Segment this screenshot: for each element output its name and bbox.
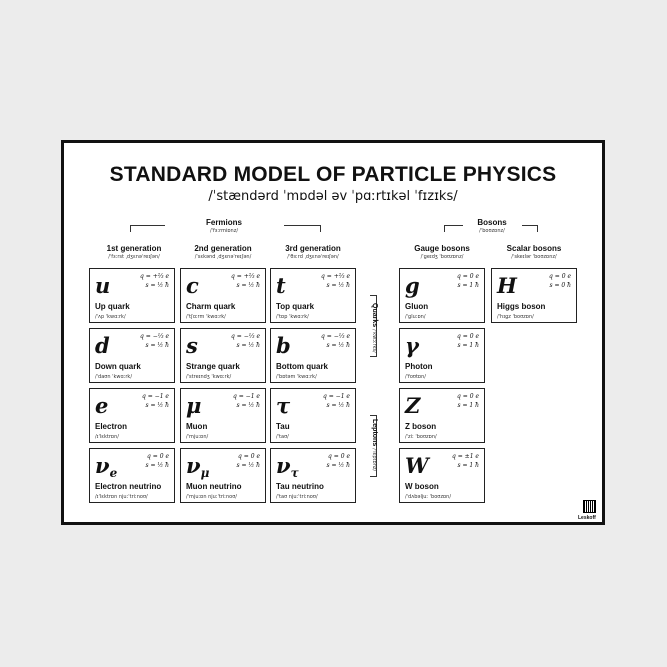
qr-code-icon — [583, 500, 596, 513]
particle-name: Top quark — [276, 302, 315, 311]
particle-ipa: /ˈdaʊn ˈkwɑːrk/ — [95, 374, 132, 380]
particle-card-electron — [89, 388, 175, 443]
col-scalar-ipa: /ˈskeɪlər ˈboʊzɒnz/ — [511, 254, 557, 260]
particle-symbol: W — [405, 453, 429, 478]
particle-ipa: /ˈziː ˈboʊzɒn/ — [405, 434, 437, 440]
particle-name: W boson — [405, 482, 439, 491]
particle-name: Strange quark — [186, 362, 240, 371]
particle-symbol: t — [276, 273, 286, 298]
col-3rd-gen-label: 3rd generation — [285, 244, 341, 253]
particle-ipa: /ˈdʌbəljuː ˈboʊzɒn/ — [405, 494, 452, 500]
particle-properties: q = 0 e s = 1 ħ — [457, 273, 479, 289]
particle-name: Tau — [276, 422, 290, 431]
col-2nd-gen-ipa: /ˈsɛkənd ˌdʒɛnəˈreɪʃən/ — [194, 254, 252, 260]
particle-ipa: /ˈfoʊtɒn/ — [405, 374, 426, 380]
particle-symbol: μ — [186, 393, 202, 418]
particle-name: Gluon — [405, 302, 429, 311]
particle-card-strange — [180, 328, 266, 383]
particle-card-tau-neutrino — [270, 448, 356, 503]
brand-label: Leskoff — [578, 515, 596, 521]
particle-ipa: /ˈmjuːɒn njuːˈtriːnoʊ/ — [186, 494, 237, 500]
particle-symbol: $\nu_\tau$ — [276, 453, 299, 480]
particle-properties: q = 0 e s = ½ ħ — [236, 453, 260, 469]
col-scalar-label: Scalar bosons — [506, 244, 562, 253]
particle-card-muon — [180, 388, 266, 443]
quarks-label: Quarks/ˈkwɔːrks/ — [371, 303, 378, 353]
fermions-bracket-right — [284, 225, 321, 232]
leptons-label: Leptons/ˈlɛptɒnz/ — [371, 419, 378, 472]
bosons-bracket-left — [444, 225, 463, 232]
poster — [61, 140, 605, 525]
particle-symbol: Z — [405, 393, 421, 418]
fermions-label: Fermions — [205, 218, 242, 227]
particle-ipa: /ɪˈlɛktrɒn njuːˈtriːnoʊ/ — [95, 494, 148, 500]
particle-name: Photon — [405, 362, 433, 371]
col-gauge-label: Gauge bosons — [414, 244, 470, 253]
particle-ipa: /ˈbɒtəm ˈkwɑːrk/ — [276, 374, 317, 380]
particle-properties: q = −1 e s = ½ ħ — [233, 393, 260, 409]
particle-symbol: u — [95, 273, 111, 298]
particle-ipa: /ˈtɒp ˈkwɑːrk/ — [276, 314, 309, 320]
fermions-bracket-left — [130, 225, 165, 232]
particle-symbol: c — [186, 273, 199, 298]
fermions-ipa: /ˈfɜːrmiɒnz/ — [209, 228, 239, 234]
particle-card-w-boson — [399, 448, 485, 503]
particle-card-muon-neutrino — [180, 448, 266, 503]
poster-title-ipa: /ˈstændərd ˈmɒdəl əv ˈpɑːrtɪkəl ˈfɪzɪks/ — [208, 189, 458, 204]
particle-name: Charm quark — [186, 302, 236, 311]
particle-properties: q = −1 e s = ½ ħ — [142, 393, 169, 409]
particle-ipa: /ˈɡluːɒn/ — [405, 314, 426, 320]
particle-symbol: s — [186, 333, 198, 358]
particle-name: Muon — [186, 422, 208, 431]
col-2nd-gen-label: 2nd generation — [194, 244, 252, 253]
particle-symbol: τ — [276, 393, 291, 418]
bosons-label: Bosons — [477, 218, 507, 227]
bosons-bracket-right — [522, 225, 538, 232]
particle-symbol: b — [276, 333, 291, 358]
particle-ipa: /ˈtaʊ/ — [276, 434, 289, 440]
particle-card-photon — [399, 328, 485, 383]
particle-name: Down quark — [95, 362, 141, 371]
particle-properties: q = −⅓ e s = ½ ħ — [231, 333, 260, 349]
particle-symbol: H — [497, 273, 517, 298]
col-1st-gen-ipa: /ˈfɜːrst ˌdʒɛnəˈreɪʃən/ — [108, 254, 160, 260]
particle-card-charm — [180, 268, 266, 323]
particle-card-top — [270, 268, 356, 323]
particle-name: Higgs boson — [497, 302, 546, 311]
particle-properties: q = 0 e s = 1 ħ — [457, 333, 479, 349]
particle-properties: q = −⅓ e s = ½ ħ — [140, 333, 169, 349]
particle-name: Tau neutrino — [276, 482, 324, 491]
particle-ipa: /ˈmjuːɒn/ — [186, 434, 209, 440]
col-gauge-ipa: /ˈɡeɪdʒ ˈboʊzɒnz/ — [420, 254, 464, 260]
poster-title: STANDARD MODEL OF PARTICLE PHYSICS — [109, 163, 557, 186]
particle-name: Electron — [95, 422, 128, 431]
particle-properties: q = +⅔ e s = ½ ħ — [321, 273, 350, 289]
col-1st-gen-label: 1st generation — [106, 244, 162, 253]
particle-card-down — [89, 328, 175, 383]
particle-symbol: d — [95, 333, 110, 358]
particle-name: Z boson — [405, 422, 437, 431]
particle-ipa: /ˈtʃɑːrm ˈkwɑːrk/ — [186, 314, 226, 320]
particle-symbol: $\nu_\mu$ — [186, 453, 210, 480]
particle-symbol: γ — [405, 333, 419, 358]
col-3rd-gen-ipa: /ˈθɜːrd ˌdʒɛnəˈreɪʃən/ — [287, 254, 339, 260]
particle-properties: q = −⅓ e s = ½ ħ — [321, 333, 350, 349]
particle-properties: q = +⅔ e s = ½ ħ — [231, 273, 260, 289]
particle-properties: q = 0 e s = 0 ħ — [549, 273, 571, 289]
bosons-ipa: /ˈboʊzɒnz/ — [479, 228, 505, 234]
particle-ipa: /ɪˈlɛktrɒn/ — [95, 434, 119, 440]
particle-card-bottom — [270, 328, 356, 383]
particle-properties: q = 0 e s = ½ ħ — [145, 453, 169, 469]
particle-symbol: e — [95, 393, 109, 418]
particle-ipa: /ˈstreɪndʒ ˈkwɑːrk/ — [186, 374, 232, 380]
particle-card-higgs — [491, 268, 577, 323]
particle-properties: q = ±1 e s = 1 ħ — [452, 453, 479, 469]
particle-card-z-boson — [399, 388, 485, 443]
particle-symbol: g — [405, 273, 420, 298]
particle-name: Electron neutrino — [95, 482, 162, 491]
particle-properties: q = 0 e s = 1 ħ — [457, 393, 479, 409]
particle-symbol: $\nu_e$ — [95, 453, 118, 480]
particle-ipa: /ˈʌp ˈkwɑːrk/ — [95, 314, 126, 320]
particle-name: Up quark — [95, 302, 130, 311]
particle-card-tau — [270, 388, 356, 443]
particle-properties: q = −1 e s = ½ ħ — [323, 393, 350, 409]
particle-ipa: /ˈtaʊ njuːˈtriːnoʊ/ — [276, 494, 318, 500]
particle-name: Bottom quark — [276, 362, 328, 371]
particle-card-gluon — [399, 268, 485, 323]
particle-card-up — [89, 268, 175, 323]
particle-ipa: /ˈhɪɡz ˈboʊzɒn/ — [497, 314, 534, 320]
particle-name: Muon neutrino — [186, 482, 242, 491]
particle-properties: q = 0 e s = ½ ħ — [326, 453, 350, 469]
particle-properties: q = +⅔ e s = ½ ħ — [140, 273, 169, 289]
particle-card-electron-neutrino — [89, 448, 175, 503]
